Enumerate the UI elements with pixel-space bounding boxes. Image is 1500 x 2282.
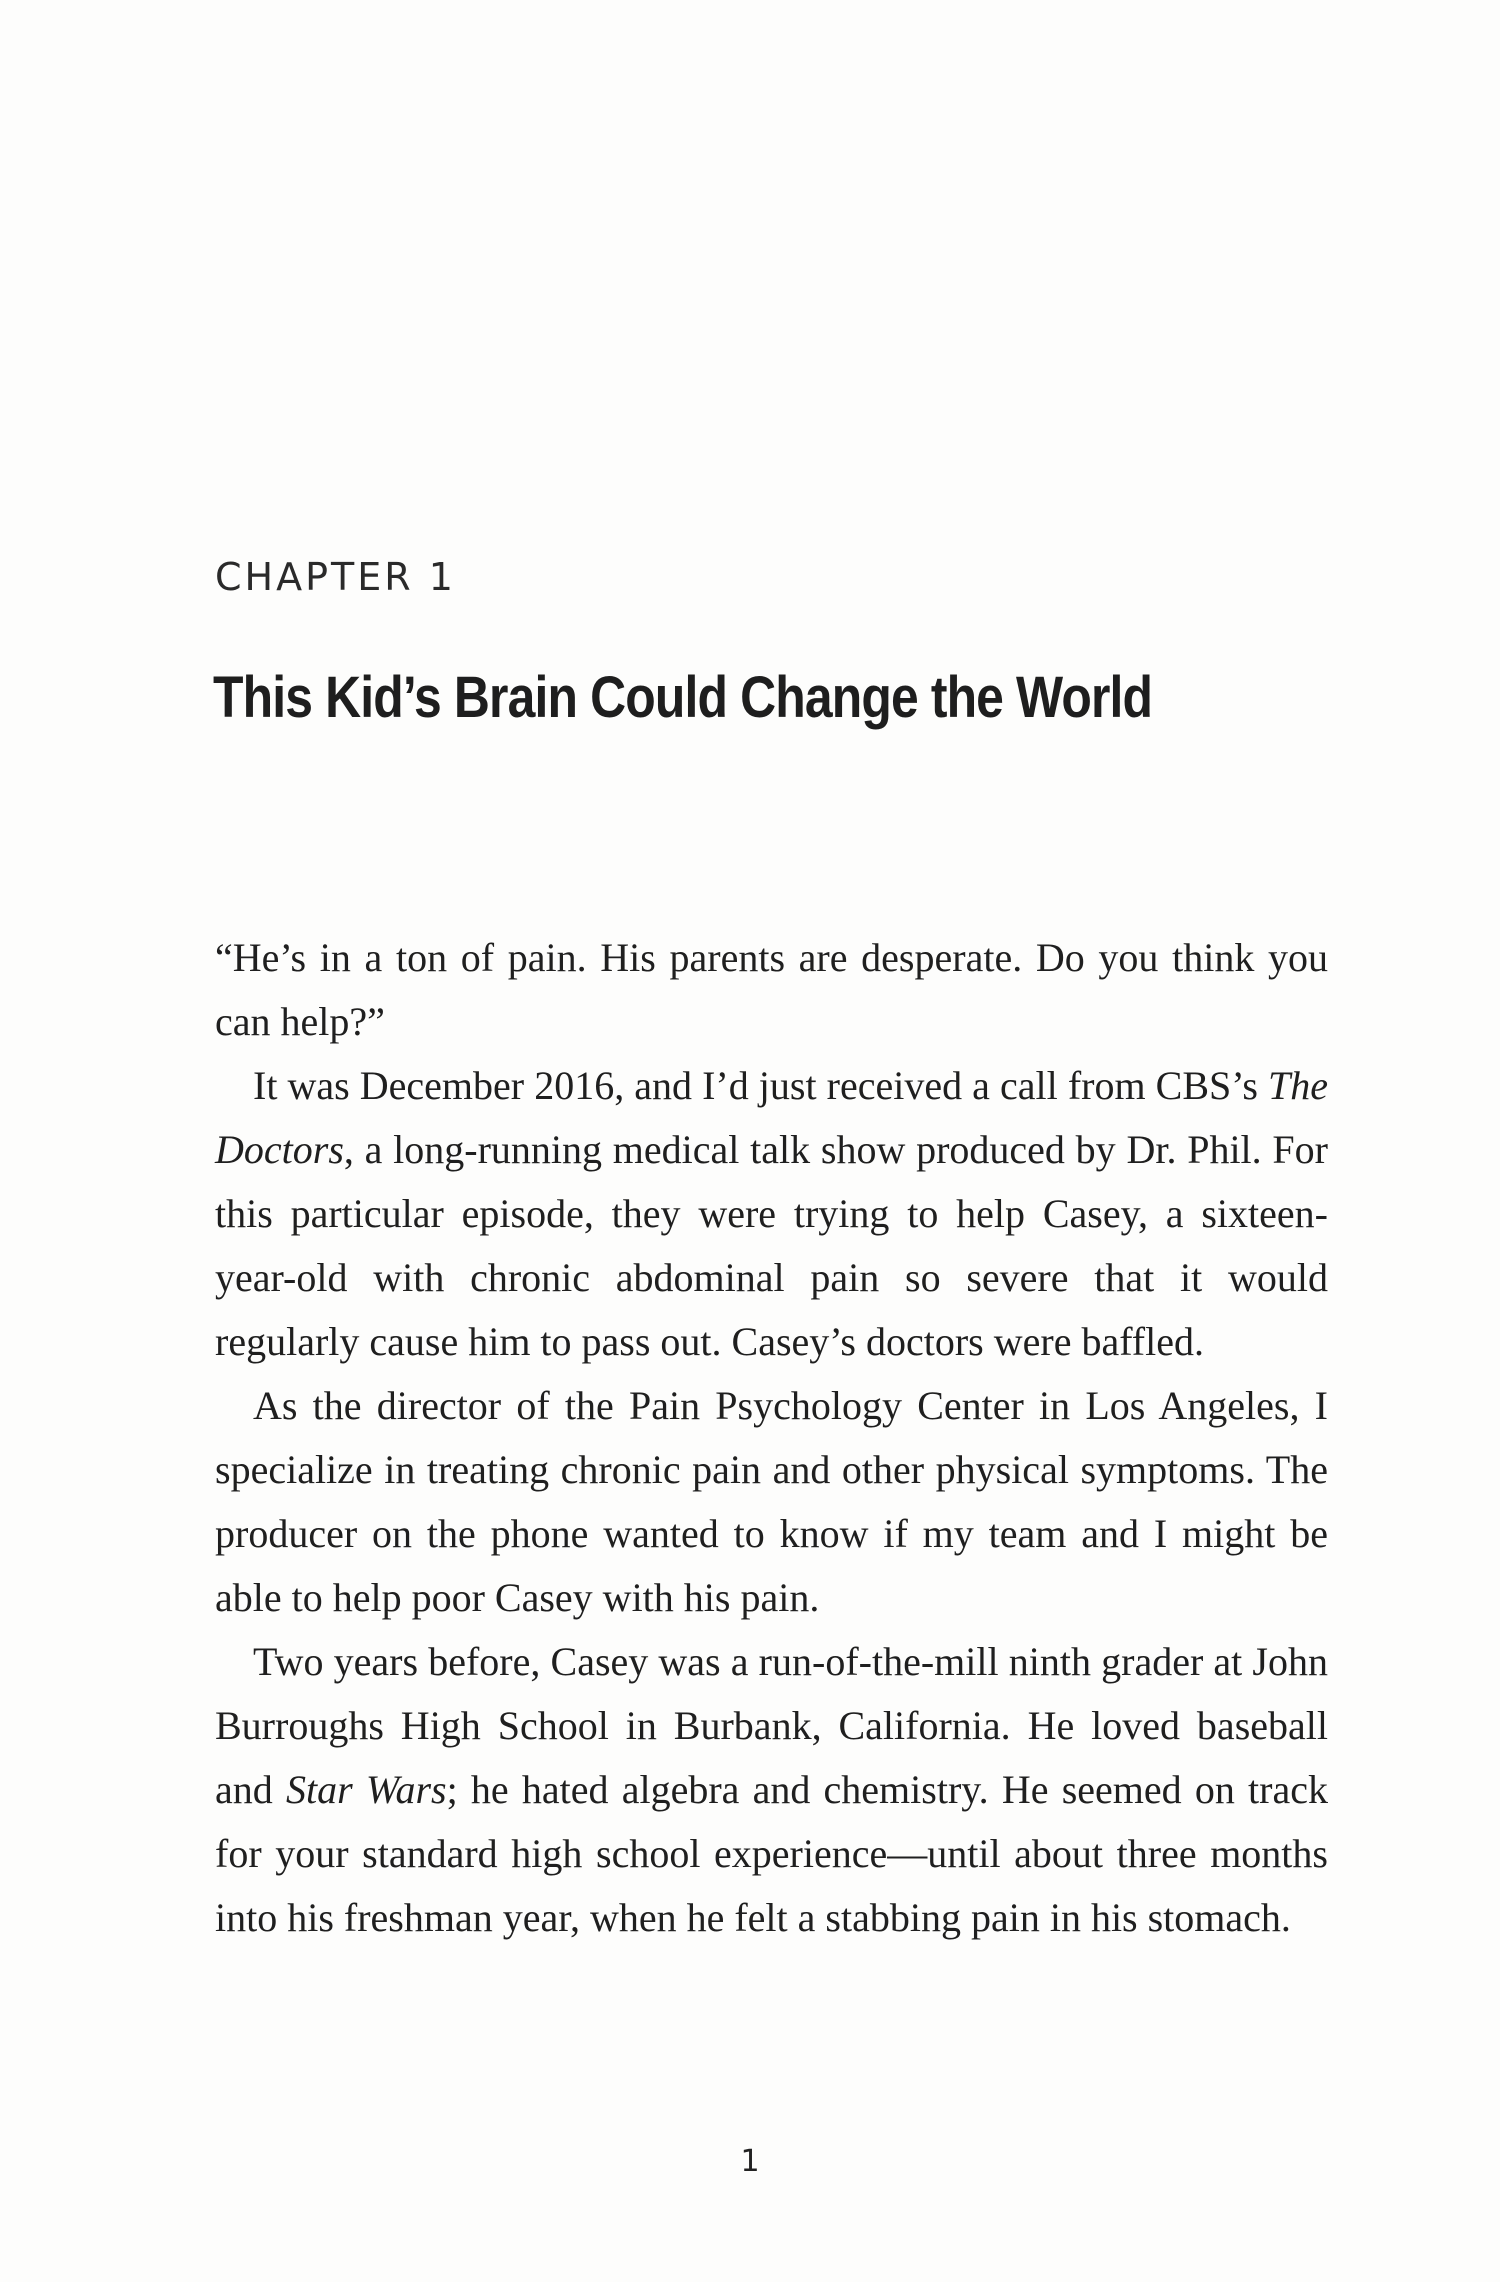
body-paragraph	[215, 1630, 1328, 1950]
chapter-title: This Kid’s Brain Could Change the World	[213, 665, 1153, 730]
body-paragraph	[215, 1054, 1328, 1374]
italic-title-text: The Doctors	[215, 1063, 1328, 1172]
paragraph-text: , a long-running medical talk show produced by Dr. Phil. For this particular episode, they were trying to help Casey, a sixteen-year-old with chronic abdominal pain so severe that it would regularly cause him to pass out. Casey’s doctors were baffled.	[215, 1127, 1328, 1364]
chapter-label: CHAPTER 1	[215, 555, 456, 599]
body-paragraph	[215, 926, 1328, 1054]
chapter-body	[215, 926, 1328, 1950]
paragraph-text: Two years before, Casey was a run-of-the-mill ninth grader at John Burroughs High School in Burbank, California. He loved baseball and	[215, 1639, 1328, 1812]
paragraph-text: It was December 2016, and I’d just received a call from CBS’s	[253, 1063, 1268, 1108]
italic-title-text: Star Wars	[285, 1767, 447, 1812]
paragraph-text: As the director of the Pain Psychology Center in Los Angeles, I specialize in treating chronic pain and other physical symptoms. The producer on the phone wanted to know if my team and I might be able to help poor Casey with his pain.	[215, 1383, 1328, 1620]
paragraph-text: “He’s in a ton of pain. His parents are desperate. Do you think you can help?”	[215, 935, 1328, 1044]
paragraph-text: ; he hated algebra and chemistry. He seemed on track for your standard high school experience—until about three months into his freshman year, when he felt a stabbing pain in his stomach.	[215, 1767, 1328, 1940]
body-paragraph	[215, 1374, 1328, 1630]
page-number: 1	[740, 2144, 760, 2179]
